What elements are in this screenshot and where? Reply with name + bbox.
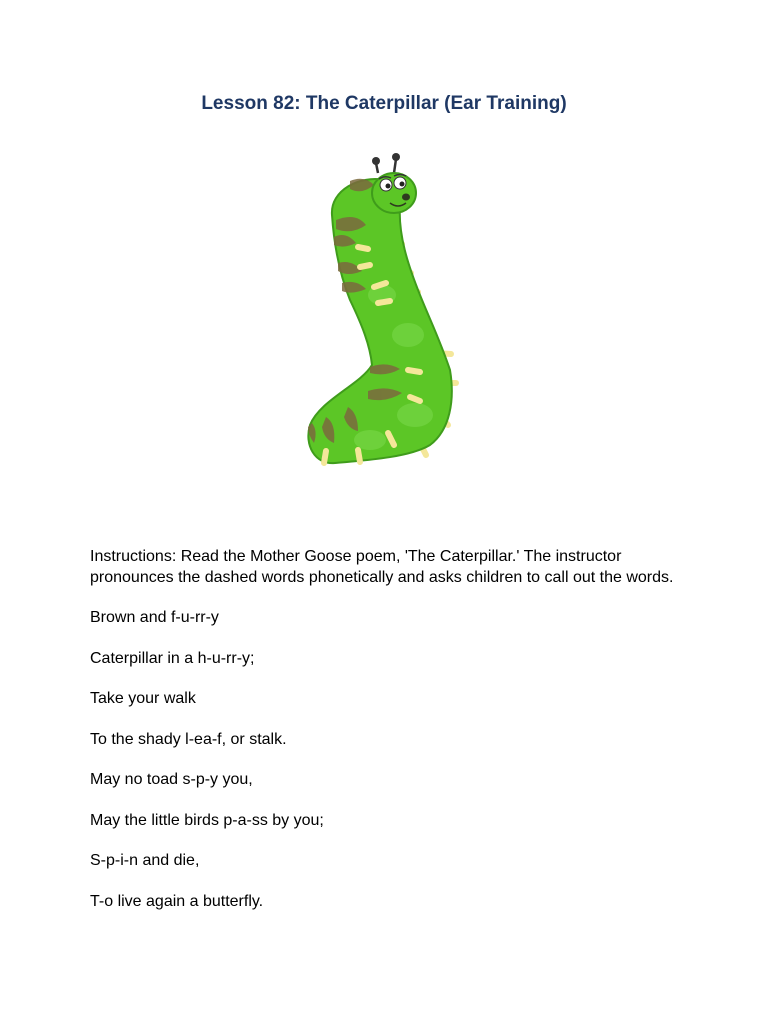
poem-line: Caterpillar in a h-u-rr-y;	[90, 649, 255, 667]
poem-line: T-o live again a butterfly.	[90, 892, 264, 910]
poem-line: Take your walk	[90, 690, 196, 707]
caterpillar-illustration	[290, 145, 480, 475]
poem-line: May no toad s-p-y you,	[90, 771, 253, 788]
poem-line: To the shady l-ea-f, or stalk.	[90, 730, 287, 748]
poem-line: May the little birds p-a-ss by you;	[90, 811, 324, 829]
poem-line: S-p-i-n and die,	[90, 852, 200, 869]
page-title: Lesson 82: The Caterpillar (Ear Training)	[201, 93, 567, 114]
caterpillar-head	[372, 173, 416, 213]
poem-line: Brown and f-u-rr-y	[90, 609, 219, 626]
instructions-text: Instructions: Read the Mother Goose poem, 'The Caterpillar.' The instructor pronounces the dashed words phonetically and asks children to call out the words.	[90, 548, 674, 586]
lesson-content	[90, 547, 690, 932]
